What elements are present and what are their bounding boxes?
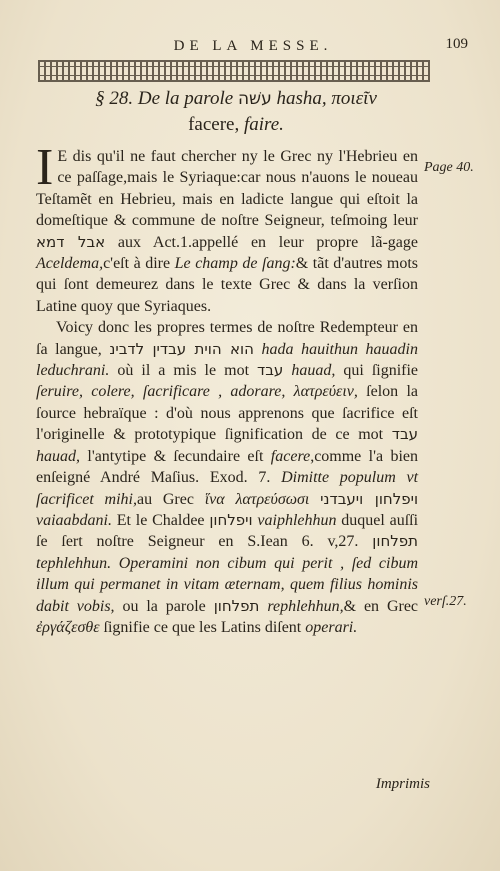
p1-text: E dis qu'il ne faut chercher ny le Grec ny l'Hebrieu en ce paſſage,mais le Syriaque:car nous n'auons le noueau Teſtamẽt en Hebrieu, mais en ladicte langue qui eſtoit la domeſtique & commune de noſtre Seigneur, teſmoing leur: [36, 148, 418, 230]
decorative-border: [38, 60, 430, 82]
p2-italic3: ſeruire, colere, ſacrificare , adorare,: [36, 383, 286, 401]
p2-hebrew2: עבד: [257, 361, 284, 380]
p1-text4: & tãt d'autres mots qui ſont demeurez dans le texte Grec & dans la verſion Latine quoy que Syriaques.: [36, 255, 419, 315]
section-french: faire.: [243, 114, 284, 135]
section-translit: hasha,: [276, 88, 327, 109]
paragraph-1: [36, 139, 419, 317]
p2-text11: & en Grec: [343, 597, 419, 615]
section-heading: [36, 86, 436, 138]
p2-text3: qui ſignifie: [343, 362, 419, 380]
page-number: 109: [445, 36, 468, 52]
p2-text8: Et le Chaldee: [116, 511, 205, 529]
p2-text12: ſignifie ce que les Latins diſent: [103, 618, 302, 636]
p2-hebrew7: תפלחון: [213, 596, 260, 615]
p2-italic11: rephlehhun,: [267, 597, 344, 615]
p2-text4: ſelon la ſource hebraïque : d'où nous apprenons que ſacrifice eſt l'originelle & prototypique ſignification de ce mot: [36, 383, 418, 444]
p2-italic6: Dimitte populum vt ſacrificet mihi,: [36, 469, 419, 508]
p2-text9: duquel auſſi ſe ſert noſtre Seigneur en S.Iean 6. v,27.: [36, 511, 419, 551]
p2-italic5: facere: [270, 447, 311, 465]
p1-italic1: Aceldema,: [36, 255, 104, 273]
section-prefix: § 28. De la parole: [95, 88, 234, 109]
paragraph-2: [36, 317, 418, 638]
p2-hebrew6: תפלחון: [372, 532, 418, 551]
p2-italic12: operari.: [305, 618, 358, 636]
p1-hebrew: אבל דמא: [36, 232, 106, 251]
p2-text2: où il a mis le mot: [117, 362, 250, 380]
p2-italic4: hauad,: [36, 447, 80, 465]
p2-italic1: hada hauithun hauadin leduchrani.: [36, 340, 418, 380]
p2-text6: ,comme l'a bien enſeigné André Maſius. Exod. 7.: [36, 447, 418, 487]
p2-hebrew1: הוא הוית עבדין לדבינ: [109, 339, 254, 358]
main-text: [36, 139, 419, 638]
section-greek: ποιεῖν: [331, 88, 377, 109]
p2-italic2: hauad,: [291, 362, 336, 380]
running-title: DE LA MESSE.: [173, 38, 333, 54]
p2-hebrew4: ויפלחון ויעבדני: [320, 489, 419, 508]
p2-greek3: ἐργάζεσθε: [36, 618, 100, 636]
p2-hebrew5: ויפלחון: [209, 510, 253, 529]
p2-text5: l'antytipe & ſecundaire eſt: [87, 447, 264, 465]
p2-text1: Voicy donc les propres termes de noſtre Redempteur en ſa langue,: [36, 319, 418, 358]
section-latin: facere,: [188, 114, 240, 135]
p2-greek1: λατρεύειν,: [293, 383, 358, 401]
section-hebrew: עשׁה: [237, 89, 272, 109]
p2-greek2: ἵνα λατρεύσωσι: [204, 490, 310, 508]
p1-italic2: Le champ de ſang:: [174, 255, 296, 273]
p1-text3: c'eſt à dire: [103, 255, 171, 273]
p1-text2: aux Act.1.appellé en leur propre lã-gage: [117, 233, 419, 251]
margin-note-verse: verſ.27.: [424, 594, 467, 609]
catchword: Imprimis: [375, 776, 430, 792]
drop-cap: I: [36, 139, 54, 196]
p2-text10: ou la parole: [122, 597, 206, 615]
p2-hebrew3: עבד: [391, 425, 419, 444]
page-header: [38, 36, 468, 58]
p2-italic8: vaiphlehhun: [257, 511, 337, 529]
p2-text7: au Grec: [136, 490, 194, 508]
margin-note-page: Page 40.: [424, 160, 474, 175]
p2-italic9: tephlehhun.: [36, 554, 112, 572]
p2-italic7: vaiaabdani.: [36, 511, 112, 529]
p2-italic10: Operamini non cibum qui perit , ſed cibum illum qui permanet in vitam æternam, quem filius hominis dabit vobis,: [36, 554, 419, 615]
